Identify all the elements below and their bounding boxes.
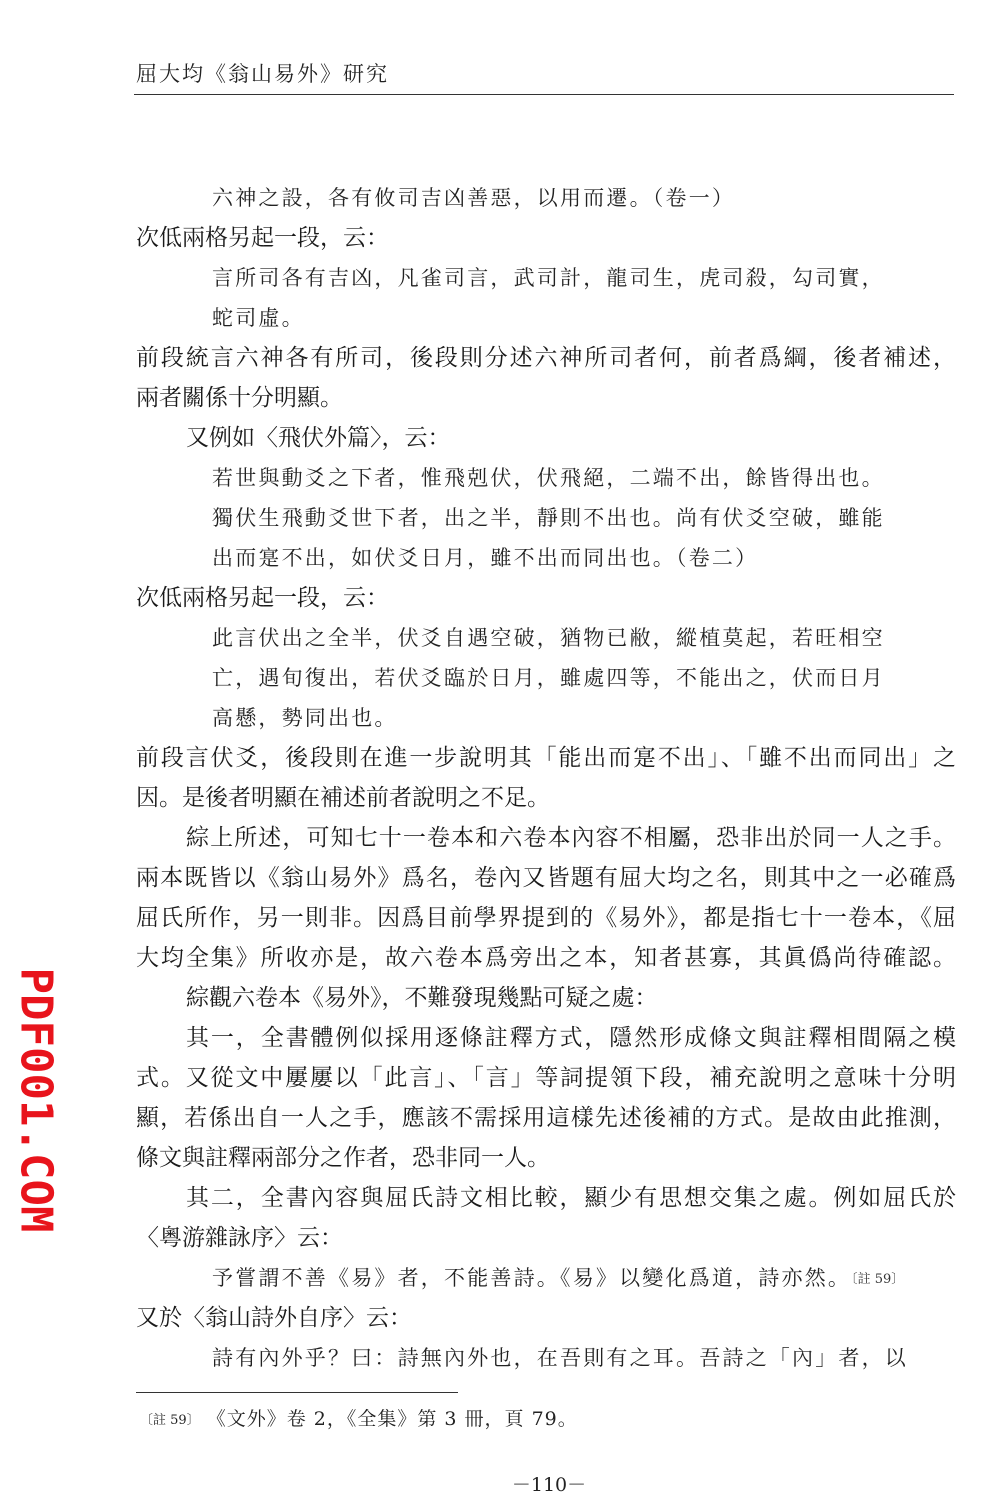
text-line-content: 高懸，勢同出也。 xyxy=(212,706,398,730)
text-line xyxy=(136,258,956,298)
text-line-content: 式。又從文中屢屢以「此言」、「言」等詞提領下段，補充說明之意味十分明 xyxy=(136,1065,956,1091)
text-line-content: 獨伏生飛動爻世下者，出之半，靜則不出也。尚有伏爻空破，雖能 xyxy=(212,506,885,530)
text-line xyxy=(136,1098,956,1138)
text-line xyxy=(136,1058,956,1098)
footnote-tag: 〔註 59〕 xyxy=(140,1413,200,1428)
text-line xyxy=(136,738,956,778)
watermark-logo xyxy=(10,967,62,1233)
text-line xyxy=(136,618,956,658)
text-line xyxy=(136,578,956,618)
text-line-content: 兩者關係十分明顯。 xyxy=(136,385,343,411)
text-line xyxy=(136,298,956,338)
text-line xyxy=(136,858,956,898)
footnote xyxy=(140,1404,578,1431)
text-line xyxy=(136,1138,956,1178)
text-line-content: 詩有內外乎？曰：詩無內外也，在吾則有之耳。吾詩之「內」者，以 xyxy=(212,1346,908,1370)
text-line xyxy=(136,1178,956,1218)
header-rule xyxy=(134,94,954,95)
text-line xyxy=(136,458,956,498)
text-line-content: 綜上所述，可知七十一卷本和六卷本內容不相屬，恐非出於同一人之手。 xyxy=(186,825,956,851)
text-line-content: 若世與動爻之下者，惟飛剋伏，伏飛絕，二端不出，餘皆得出也。 xyxy=(212,466,885,490)
text-line xyxy=(136,698,956,738)
text-line-content: 亡，遇旬復出，若伏爻臨於日月，雖處四等，不能出之，伏而日月 xyxy=(212,666,885,690)
text-line-content: 其一，全書體例似採用逐條註釋方式，隱然形成條文與註釋相間隔之模 xyxy=(186,1025,956,1051)
footnote-reference: 〔註 59〕 xyxy=(851,1272,905,1287)
text-line-content: 次低兩格另起一段，云： xyxy=(136,225,389,251)
text-line-content: 大均全集》所收亦是，故六卷本爲旁出之本，知者甚寡，其眞僞尚待確認。 xyxy=(136,945,956,971)
text-line xyxy=(136,978,956,1018)
running-head: 屈大均《翁山易外》研究 xyxy=(136,62,389,86)
text-line xyxy=(136,1338,956,1378)
text-line-content: 兩本既皆以《翁山易外》爲名，卷內又皆題有屈大均之名，則其中之一必確爲 xyxy=(136,865,956,891)
text-line-content: 前段言伏爻，後段則在進一步說明其「能出而寔不出」、「雖不出而同出」之 xyxy=(136,745,956,771)
text-line-content: 言所司各有吉凶，凡雀司言，武司計，龍司生，虎司殺，勾司實， xyxy=(212,266,885,290)
footnote-text: 《文外》卷 2，《全集》第 3 冊，頁 79。 xyxy=(206,1408,578,1430)
text-line-content: 出而寔不出，如伏爻日月，雖不出而同出也。（卷二） xyxy=(212,546,759,570)
text-line xyxy=(136,1298,956,1338)
text-line xyxy=(136,1018,956,1058)
text-line-content: 此言伏出之全半，伏爻自遇空破，猶物已敝，縱植莫起，若旺相空 xyxy=(212,626,885,650)
text-line-content: 次低兩格另起一段，云： xyxy=(136,585,389,611)
text-line-content: 屈氏所作，另一則非。因爲目前學界提到的《易外》，都是指七十一卷本，《屈 xyxy=(136,905,956,931)
text-line-content: 又例如〈飛伏外篇〉，云： xyxy=(186,425,451,451)
text-line-content: 六神之設，各有攸司吉凶善惡，以用而遷。（卷一） xyxy=(212,186,736,210)
text-line-content: 綜觀六卷本《易外》，不難發現幾點可疑之處： xyxy=(186,985,658,1011)
text-line-content: 因。是後者明顯在補述前者說明之不足。 xyxy=(136,785,550,811)
text-line xyxy=(136,898,956,938)
text-line-content: 予嘗謂不善《易》者，不能善詩。《易》以變化爲道，詩亦然。 xyxy=(212,1266,852,1290)
text-line xyxy=(136,418,956,458)
text-line xyxy=(136,178,956,218)
text-line-content: 蛇司虛。 xyxy=(212,306,305,330)
text-line xyxy=(136,1218,956,1258)
watermark-text: PDF001.COM xyxy=(10,967,62,1233)
text-line xyxy=(136,338,956,378)
page-number: －110－ xyxy=(511,1474,587,1496)
text-line-content: 其二，全書內容與屈氏詩文相比較，顯少有思想交集之處。例如屈氏於 xyxy=(186,1185,956,1211)
text-line-content: 前段統言六神各有所司，後段則分述六神所司者何，前者爲綱，後者補述， xyxy=(136,345,956,371)
footnote-rule xyxy=(136,1392,458,1393)
text-line xyxy=(136,498,956,538)
text-line xyxy=(136,658,956,698)
text-line xyxy=(136,778,956,818)
text-line-content: 條文與註釋兩部分之作者，恐非同一人。 xyxy=(136,1145,550,1171)
text-line xyxy=(136,378,956,418)
text-line xyxy=(136,938,956,978)
text-line xyxy=(136,1258,956,1298)
text-line xyxy=(136,538,956,578)
body-text xyxy=(136,178,956,1378)
text-line xyxy=(136,818,956,858)
text-line-content: 又於〈翁山詩外自序〉云： xyxy=(136,1305,412,1331)
text-line-content: 〈粵游雜詠序〉云： xyxy=(136,1225,343,1251)
text-line xyxy=(136,218,956,258)
text-line-content: 顯，若係出自一人之手，應該不需採用這樣先述後補的方式。是故由此推測， xyxy=(136,1105,956,1131)
